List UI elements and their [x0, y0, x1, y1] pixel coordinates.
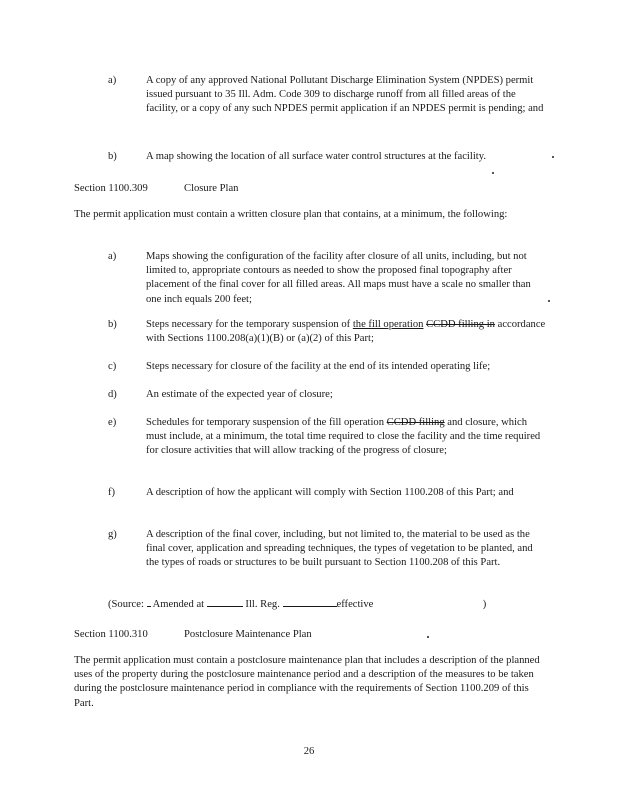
list-item-top-a — [108, 74, 548, 117]
item-text: A description of the final cover, including, but not limited to, the material to be used as the final cover, application and spreading techniques, the types of vegetation to be planted, and the types of roads or structures to be built pursuant to Section 1100.208 of this Part. — [146, 529, 533, 569]
source-note — [108, 596, 548, 612]
item-text — [146, 416, 548, 459]
section-title: Closure Plan — [184, 183, 239, 194]
source-amended: Amended at — [152, 599, 205, 610]
blank-line — [207, 596, 243, 607]
list-item-309-g — [108, 528, 548, 571]
list-item-top-b — [108, 150, 548, 164]
section-310-heading — [74, 628, 312, 642]
section-310-intro: The permit application must contain a postclosure maintenance plan that includes a description of the planned uses of the property during the postclosure maintenance period and a description of the measures to be taken during the postclosure maintenance period in compliance with the requirements of Section 1100.209 of this Part. — [74, 655, 540, 709]
section-title: Postclosure Maintenance Plan — [184, 629, 312, 640]
item-label: b) — [108, 151, 117, 162]
text-run: accordance with Sections 1100.208(a)(1)(B) or (a)(2) of this Part; — [146, 319, 546, 345]
source-reg: Ill. Reg. — [245, 599, 280, 610]
section-309-heading — [74, 182, 239, 196]
blank-line — [283, 596, 337, 607]
item-label: c) — [108, 361, 117, 372]
item-label: a) — [108, 75, 117, 86]
item-text: A map showing the location of all surface water control structures at the facility. — [146, 151, 486, 162]
item-text: Maps showing the configuration of the facility after closure of all units, including, but not limited to, appropriate contours as needed to show the proposed final topography after placement of the final cover for all filled areas. All maps must have a scale no smaller than one inch equals 200 feet; — [146, 251, 531, 305]
deleted-text: CCDD filling in — [426, 319, 495, 330]
list-item-309-d — [108, 388, 548, 402]
source-close: ) — [482, 599, 487, 610]
list-item-309-e — [108, 416, 548, 459]
text-run: Schedules for temporary suspension of the fill operation — [146, 417, 387, 428]
section-309-intro: The permit application must contain a written closure plan that contains, at a minimum, the following: — [74, 209, 508, 220]
item-text: A description of how the applicant will comply with Section 1100.208 of this Part; and — [146, 487, 514, 498]
source-open: (Source: — [108, 599, 144, 610]
item-label: a) — [108, 251, 117, 262]
scan-speck — [427, 636, 429, 638]
item-text: An estimate of the expected year of closure; — [146, 389, 333, 400]
section-number: Section 1100.309 — [74, 183, 148, 194]
item-text: Steps necessary for closure of the facility at the end of its intended operating life; — [146, 361, 491, 372]
scan-speck — [492, 172, 494, 174]
source-effective: effective — [336, 599, 374, 610]
inserted-text: the fill operation — [352, 319, 424, 330]
item-label: f) — [108, 487, 116, 498]
blank-line — [147, 596, 151, 607]
text-run: Steps necessary for the temporary suspension of — [146, 319, 353, 330]
list-item-309-a — [108, 250, 548, 307]
list-item-309-f — [108, 486, 548, 500]
scan-speck — [548, 300, 550, 302]
text-run: and closure, which must include, at a minimum, the total time required to close the facility and the time required for closure activities that will allow tracking of the progress of closure; — [146, 417, 541, 457]
item-label: b) — [108, 319, 117, 330]
item-text — [146, 318, 548, 346]
list-item-309-b — [108, 318, 548, 346]
page-number: 26 — [303, 746, 315, 757]
list-item-309-c — [108, 360, 548, 374]
deleted-text: CCDD filling — [386, 417, 445, 428]
item-label: d) — [108, 389, 117, 400]
scan-speck — [552, 156, 554, 158]
item-label: g) — [108, 529, 117, 540]
item-label: e) — [108, 417, 117, 428]
item-text: A copy of any approved National Pollutant Discharge Elimination System (NPDES) permit issued pursuant to 35 Ill. Adm. Code 309 to discharge runoff from all filled areas of the facility, or a copy of any such NPDES permit application if an NPDES permit is pending; and — [146, 75, 544, 115]
section-number: Section 1100.310 — [74, 629, 148, 640]
